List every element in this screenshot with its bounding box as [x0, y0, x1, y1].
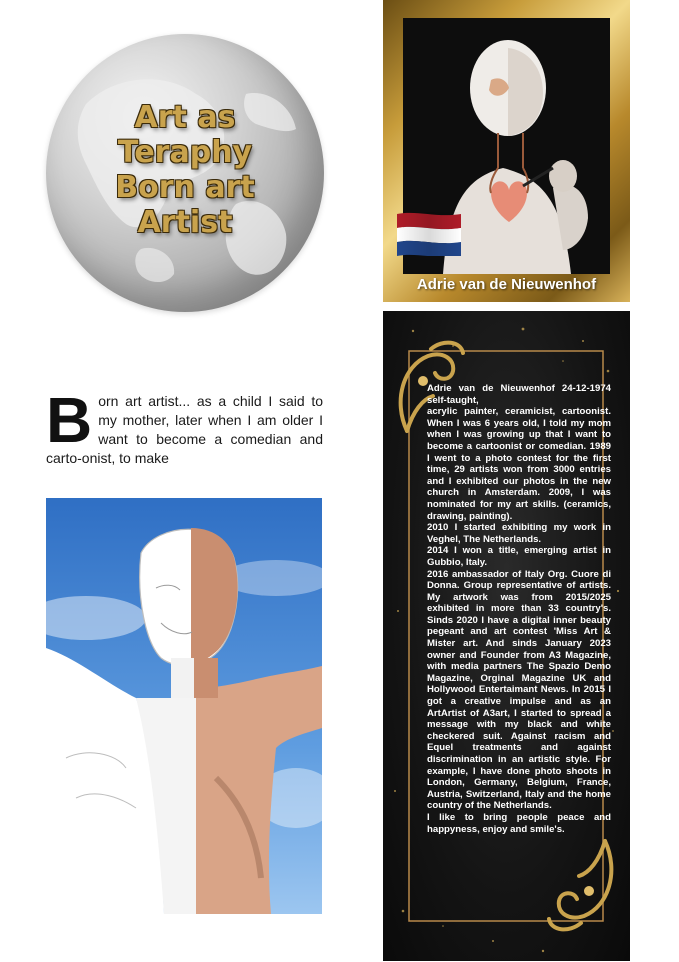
globe-title-line-1: Art as: [134, 100, 236, 135]
netherlands-flag-icon: [397, 212, 461, 256]
biography-panel: [383, 311, 630, 961]
intro-text: orn art artist... as a child I said to my mother, later when I am older I want to become a comedian and carto-onist, to make: [46, 393, 323, 466]
biography-text: Adrie van de Nieuwenhof 24-12-1974 self-taught, acrylic painter, ceramicist, cartoonist. When I was 6 years old, I told my mom when I was growing up that I want to become a cartoonist or comedian. 1989 I went to a photo contest for the first time, 29 artists won from 3000 entries and I exhibited our photos in the new church in Amsterdam. 2009, I was nominated for my art skills. (ceramics, drawing, painting). 2010 I started exhibiting my work in Veghel, The Netherlands. 2014 I won a title, emerging artist in Gubbio, Italy. 2016 ambassador of Italy Org. Cuore di Donna. Group representative of artists. My artwork was from 2015/2025 exhibited in more than 33 country's. Sinds 2020 I have a digital inner beauty pegeant and art contest 'Miss Art & Mister art. And sinds January 2023 owner and Founder from A3 Magazine, with media partners The Spazio Demo Magazine, Orginal Magazine UK and Hollywood Entertaimant News. In 2015 I got a creative impulse and as an ArtArtist of A3art, I started to spread a message with my black and white checkered suit. Against racism and Equel treatments and against discrimination in an artistic style. For example, I have done photo shoots in London, Germany, Belgium, France, Austria, Switzerland, Italy and the home country of the Netherlands. I like to bring people peace and happyness, enjoy and smile's.: [427, 383, 611, 835]
intro-dropcap: B: [46, 384, 93, 456]
globe-title-line-3: Born art: [115, 170, 255, 205]
globe-title: [46, 100, 324, 240]
globe-graphic: [46, 34, 324, 312]
globe-title-line-2: Teraphy: [117, 135, 253, 170]
portrait-card: [383, 0, 630, 302]
half-sketch-portrait-image: [46, 498, 322, 914]
portrait-caption: Adrie van de Nieuwenhof: [416, 276, 597, 293]
intro-paragraph: [46, 384, 323, 468]
half-sketch-photo: [46, 498, 322, 914]
globe-title-line-4: Artist: [137, 205, 233, 240]
